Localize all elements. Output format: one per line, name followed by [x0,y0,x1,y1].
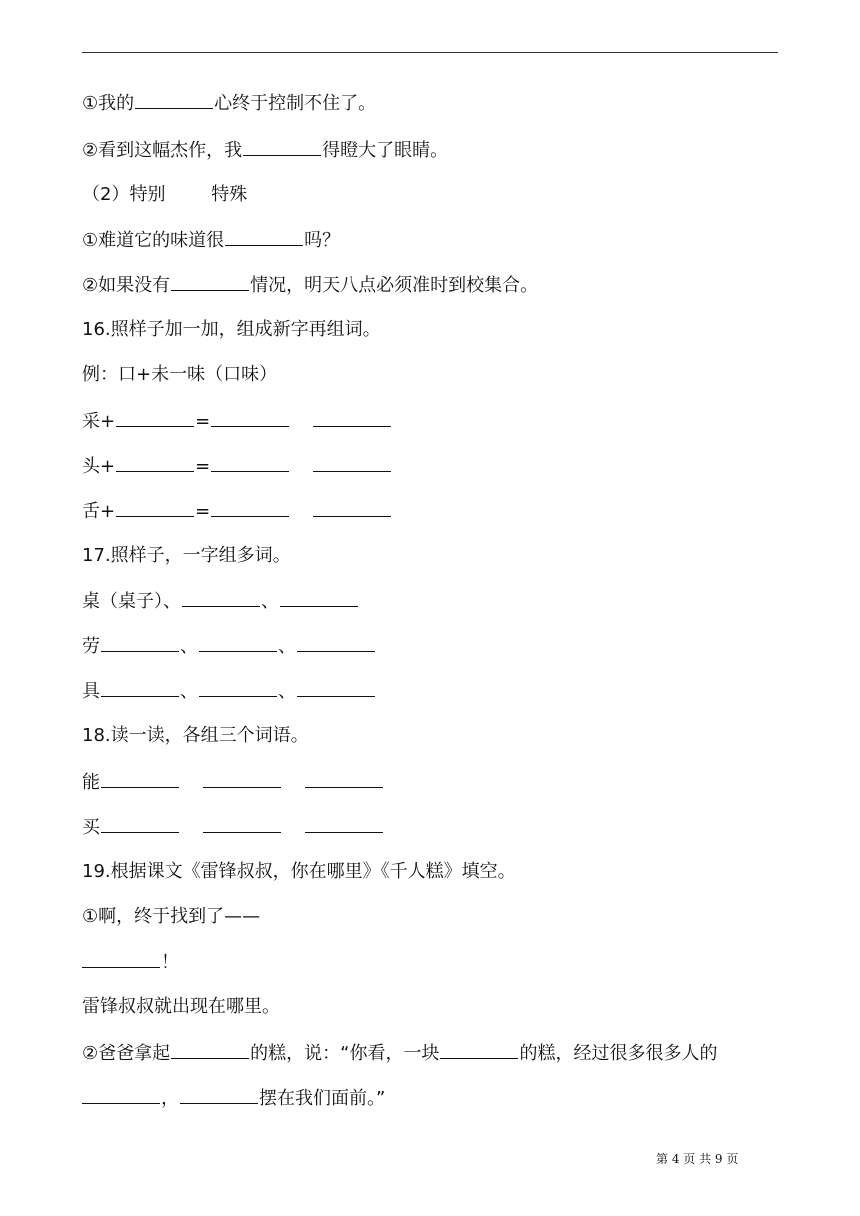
text: 情况，明天八点必须准时到校集合。 [250,275,539,296]
text: ②爸爸拿起 [82,1043,171,1064]
q17-row-1 [82,588,359,615]
text: ， [161,1088,179,1109]
answer-blank[interactable] [116,453,194,472]
text: 桌（桌子）、 [82,591,181,612]
q16-row-1 [82,408,392,435]
answer-blank[interactable] [297,633,375,652]
q19-line-5 [82,1085,385,1112]
answer-blank[interactable] [211,453,289,472]
q17-title: 17.照样子，一字组多词。 [82,545,291,566]
page-number: 第 4 页 共 9 页 [656,1152,739,1166]
answer-blank[interactable] [116,498,194,517]
answer-blank[interactable] [171,272,249,291]
text: 得瞪大了眼睛。 [322,140,449,161]
q18-row-2 [82,814,384,841]
answer-blank[interactable] [211,498,289,517]
text: 的糕，说：“你看，一块 [250,1043,440,1064]
answer-blank[interactable] [313,498,391,517]
q16-row-2 [82,453,392,480]
text: 买 [82,817,100,838]
text: ②看到这幅杰作，我 [82,140,243,161]
answer-blank[interactable] [280,588,358,607]
answer-blank[interactable] [180,1085,258,1104]
answer-blank[interactable] [101,633,179,652]
answer-blank[interactable] [313,408,391,427]
q15-line-3 [82,227,340,254]
text: = [195,501,211,522]
answer-blank[interactable] [116,408,194,427]
answer-blank[interactable] [211,408,289,427]
answer-blank[interactable] [305,769,383,788]
answer-blank[interactable] [243,137,321,156]
q15-line-4 [82,272,538,299]
q16-example: 例：口+未一味（口味） [82,364,278,385]
text: ①我的 [82,93,135,114]
answer-blank[interactable] [297,678,375,697]
text: 吗？ [304,230,341,251]
answer-blank[interactable] [203,814,281,833]
text: 舌+ [82,501,116,522]
answer-blank[interactable] [82,1085,160,1104]
text: 采+ [82,411,116,432]
text: 头+ [82,456,116,477]
q19-title: 19.根据课文《雷锋叔叔，你在哪里》《千人糕》填空。 [82,861,516,882]
text: 心终于控制不住了。 [214,93,377,114]
q18-title: 18.读一读，各组三个词语。 [82,725,309,746]
answer-blank[interactable] [101,814,179,833]
text: 的糕，经过很多很多人的 [519,1043,718,1064]
text: 、 [261,591,279,612]
text: 、 [278,636,296,657]
answer-blank[interactable] [199,633,277,652]
q19-line-3: 雷锋叔叔就出现在哪里。 [82,996,280,1017]
text: 、 [278,681,296,702]
answer-blank[interactable] [101,678,179,697]
answer-blank[interactable] [171,1040,249,1059]
q15-subheading: （2）特别 特殊 [82,184,248,205]
text: ！ [161,952,179,973]
header-rule [82,52,778,53]
text: ①难道它的味道很 [82,230,225,251]
answer-blank[interactable] [440,1040,518,1059]
answer-blank[interactable] [305,814,383,833]
text: 、 [180,681,198,702]
answer-blank[interactable] [135,90,213,109]
q19-line-4 [82,1040,717,1067]
answer-blank[interactable] [199,678,277,697]
q15-line-2 [82,137,448,164]
text: 、 [180,636,198,657]
answer-blank[interactable] [203,769,281,788]
text: ②如果没有 [82,275,171,296]
answer-blank[interactable] [225,227,303,246]
q16-title: 16.照样子加一加，组成新字再组词。 [82,319,381,340]
q19-line-1: ①啊，终于找到了—— [82,906,261,927]
q17-row-2 [82,633,376,660]
q17-row-3 [82,678,376,705]
text: 能 [82,772,100,793]
answer-blank[interactable] [313,453,391,472]
text: 劳 [82,636,100,657]
answer-blank[interactable] [182,588,260,607]
answer-blank[interactable] [82,949,160,968]
answer-blank[interactable] [101,769,179,788]
text: = [195,411,211,432]
q19-line-2 [82,949,179,976]
q15-line-1 [82,90,376,117]
text: 摆在我们面前。” [259,1088,386,1109]
q18-row-1 [82,769,384,796]
text: 具 [82,681,100,702]
text: = [195,456,211,477]
q16-row-3 [82,498,392,525]
